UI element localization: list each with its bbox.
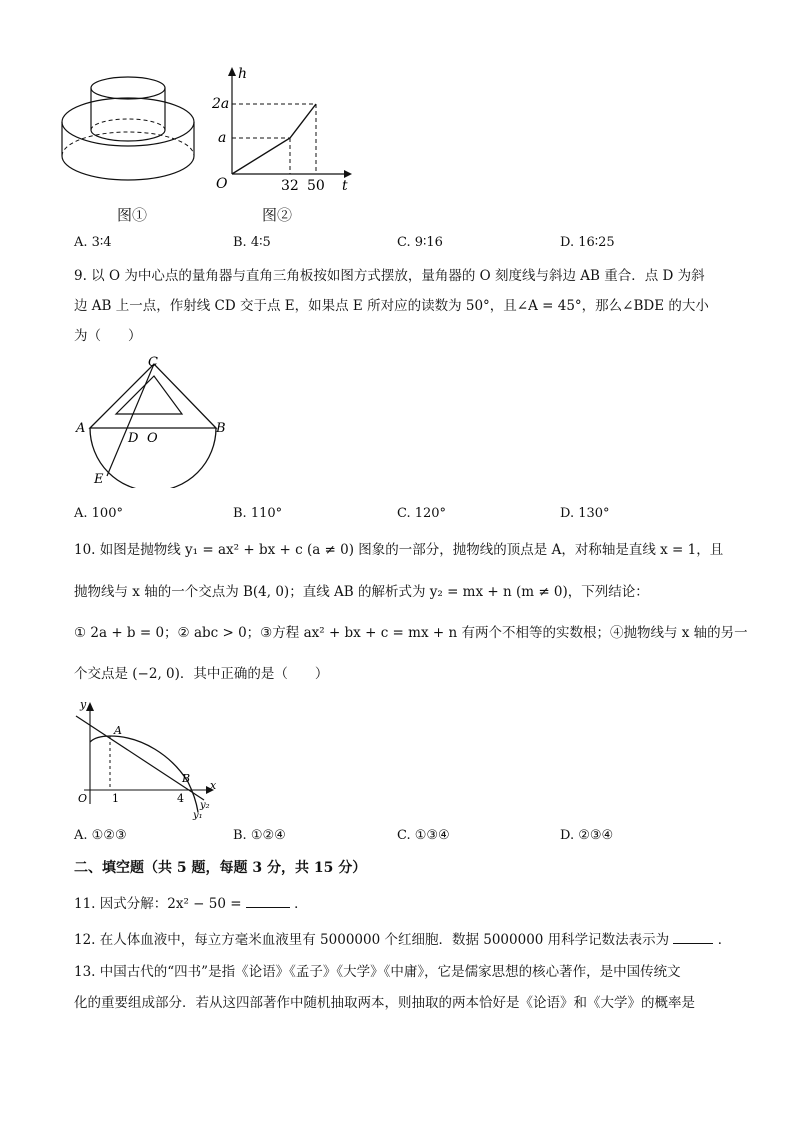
figure-1-caption: 图① bbox=[117, 206, 148, 224]
q11-answer-blank[interactable] bbox=[246, 907, 290, 908]
q9-label-e: E bbox=[94, 472, 104, 487]
q11-question bbox=[74, 894, 308, 914]
q9-label-b: B bbox=[216, 421, 226, 436]
q12-answer-blank[interactable] bbox=[673, 943, 713, 944]
graph-y-tick-a: a bbox=[218, 130, 227, 146]
q10-text-line3: ① 2a + b = 0；② abc > 0；③方程 ax² + bx + c = mx + n 有两个不相等的实数根；④抛物线与 x 轴的另一 bbox=[74, 625, 748, 641]
q8-option-b: B. 4∶5 bbox=[233, 235, 271, 250]
q11-text: 11. 因式分解：2x² − 50 = bbox=[74, 896, 242, 912]
q13-text-line1: 13. 中国古代的“四书”是指《论语》《孟子》《大学》《中庸》，它是儒家思想的核心著作，是中国传统文 bbox=[74, 964, 681, 980]
q9-text-line3: 为（ ） bbox=[74, 328, 142, 344]
q10-option-b: B. ①②④ bbox=[233, 828, 286, 843]
q12-text: 12. 在人体血液中，每立方毫米血液里有 5000000 个红细胞．数据 5000000 用科学记数法表示为 bbox=[74, 932, 670, 948]
q9-label-c: C bbox=[148, 355, 158, 370]
q9-option-a: A. 100° bbox=[74, 506, 123, 521]
q11-end: ． bbox=[294, 896, 308, 912]
q10-label-a: A bbox=[114, 724, 122, 737]
graph-y-axis-label: h bbox=[238, 66, 248, 82]
q10-label-o: O bbox=[78, 792, 88, 805]
q9-figure-protractor bbox=[70, 352, 230, 488]
q10-label-y: y bbox=[80, 698, 87, 711]
q9-option-c: C. 120° bbox=[397, 506, 447, 521]
q10-figure-parabola bbox=[72, 696, 222, 820]
q10-label-y1: y₁ bbox=[193, 810, 203, 820]
q8-option-c: C. 9∶16 bbox=[397, 235, 443, 250]
graph-x-axis-label: t bbox=[342, 178, 348, 194]
graph-x-tick-32: 32 bbox=[281, 178, 299, 194]
q10-text-line4: 个交点是 (−2, 0)．其中正确的是（ ） bbox=[74, 666, 329, 682]
q10-label-b: B bbox=[182, 772, 191, 785]
figure-2-caption: 图② bbox=[262, 206, 293, 224]
q10-label-four: 4 bbox=[177, 792, 184, 805]
graph-y-tick-2a: 2a bbox=[212, 96, 230, 112]
figure-2-graph bbox=[210, 62, 360, 198]
figure-1-cylinders bbox=[60, 70, 210, 190]
graph-origin-label: O bbox=[216, 176, 228, 192]
q10-label-one: 1 bbox=[112, 792, 119, 805]
q9-label-o: O bbox=[147, 431, 158, 446]
q9-option-d: D. 130° bbox=[560, 506, 610, 521]
q10-label-x: x bbox=[210, 779, 217, 792]
section-2-title: 二、填空题（共 5 题，每题 3 分，共 15 分） bbox=[74, 860, 367, 876]
q9-option-b: B. 110° bbox=[233, 506, 283, 521]
q9-text-line1: 9. 以 O 为中心点的量角器与直角三角板按如图方式摆放，量角器的 O 刻度线与斜边 AB 重合．点 D 为斜 bbox=[74, 268, 705, 284]
q10-option-c: C. ①③④ bbox=[397, 828, 450, 843]
q12-end: ． bbox=[717, 932, 732, 948]
q9-label-d: D bbox=[128, 431, 139, 446]
q10-option-d: D. ②③④ bbox=[560, 828, 614, 843]
q10-text-line2: 抛物线与 x 轴的一个交点为 B(4, 0)；直线 AB 的解析式为 y₂ = mx + n (m ≠ 0)，下列结论： bbox=[74, 584, 649, 600]
q12-question bbox=[74, 930, 731, 950]
q10-label-y2: y₂ bbox=[200, 800, 210, 811]
q9-text-line2: 边 AB 上一点，作射线 CD 交于点 E，如果点 E 所对应的读数为 50°，且∠A = 45°，那么∠BDE 的大小 bbox=[74, 298, 709, 314]
graph-x-tick-50: 50 bbox=[307, 178, 325, 194]
q8-option-d: D. 16∶25 bbox=[560, 235, 615, 250]
q9-label-a: A bbox=[76, 421, 86, 436]
q8-option-a: A. 3∶4 bbox=[74, 235, 112, 250]
q10-option-a: A. ①②③ bbox=[74, 828, 127, 843]
q10-text-line1: 10. 如图是抛物线 y₁ = ax² + bx + c (a ≠ 0) 图象的一部分，抛物线的顶点是 A，对称轴是直线 x = 1，且 bbox=[74, 542, 724, 558]
q13-text-line2: 化的重要组成部分．若从这四部著作中随机抽取两本，则抽取的两本恰好是《论语》和《大学》的概率是 bbox=[74, 995, 695, 1011]
